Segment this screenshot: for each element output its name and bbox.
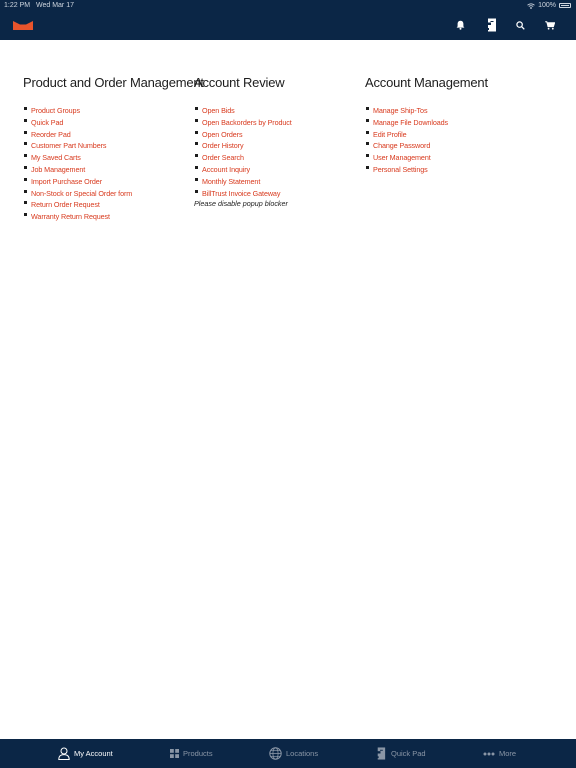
search-button[interactable] bbox=[509, 14, 531, 36]
section-account-review bbox=[194, 75, 292, 210]
bullet-icon bbox=[24, 190, 27, 193]
more-dots-icon bbox=[483, 752, 495, 756]
list-item bbox=[194, 103, 292, 115]
link-product-groups[interactable]: Product Groups bbox=[31, 106, 80, 115]
search-icon bbox=[516, 21, 525, 30]
tab-label: Quick Pad bbox=[391, 749, 426, 758]
link-order-history[interactable]: Order History bbox=[202, 141, 244, 151]
bullet-icon bbox=[366, 154, 369, 157]
list-item bbox=[194, 115, 292, 127]
list-item bbox=[23, 186, 204, 198]
bell-icon bbox=[456, 20, 465, 30]
link-list bbox=[365, 103, 488, 174]
bullet-icon bbox=[24, 107, 27, 110]
section-title: Product and Order Management bbox=[23, 75, 204, 90]
list-item bbox=[194, 186, 292, 198]
bullet-icon bbox=[195, 154, 198, 157]
link-warranty-return-request[interactable]: Warranty Return Request bbox=[31, 212, 110, 222]
tab-products[interactable] bbox=[170, 739, 213, 768]
list-item bbox=[23, 174, 204, 186]
list-item bbox=[23, 209, 204, 221]
list-item bbox=[365, 115, 488, 127]
list-item bbox=[365, 138, 488, 150]
link-manage-ship-tos[interactable]: Manage Ship-Tos bbox=[373, 106, 428, 115]
section-account-management bbox=[365, 75, 488, 174]
quick-pad-button[interactable] bbox=[480, 14, 502, 36]
battery-percent: 100% bbox=[538, 2, 556, 9]
brand-logo[interactable] bbox=[13, 21, 33, 30]
bullet-icon bbox=[24, 213, 27, 216]
wifi-icon bbox=[527, 3, 535, 9]
battery-fill bbox=[561, 5, 569, 6]
list-item bbox=[194, 150, 292, 162]
list-item bbox=[23, 150, 204, 162]
link-manage-file-downloads[interactable]: Manage File Downloads bbox=[373, 117, 449, 127]
bullet-icon bbox=[195, 166, 198, 169]
list-item bbox=[365, 150, 488, 162]
section-title: Account Review bbox=[194, 75, 285, 90]
bullet-icon bbox=[195, 142, 198, 145]
list-item bbox=[194, 127, 292, 139]
bullet-icon bbox=[195, 107, 198, 110]
link-list bbox=[194, 103, 292, 197]
notifications-button[interactable] bbox=[449, 14, 471, 36]
status-time: 1:22 PM bbox=[4, 2, 31, 9]
grid-icon bbox=[170, 749, 179, 758]
link-billtrust-invoice-gateway[interactable]: BillTrust Invoice Gateway bbox=[202, 188, 281, 198]
tab-more[interactable] bbox=[483, 739, 516, 768]
list-item bbox=[194, 138, 292, 150]
link-return-order-request[interactable]: Return Order Request bbox=[31, 200, 100, 210]
account-menu-content bbox=[0, 40, 576, 739]
bullet-icon bbox=[366, 166, 369, 169]
globe-icon bbox=[269, 747, 282, 760]
status-bar bbox=[0, 0, 576, 11]
list-item bbox=[194, 162, 292, 174]
bullet-icon bbox=[24, 119, 27, 122]
section-product-order-management bbox=[23, 75, 204, 221]
bullet-icon bbox=[24, 201, 27, 204]
bullet-icon bbox=[195, 131, 198, 134]
list-item bbox=[23, 103, 204, 115]
list-item bbox=[23, 115, 204, 127]
tab-label: My Account bbox=[74, 749, 113, 758]
bullet-icon bbox=[195, 178, 198, 181]
link-job-management[interactable]: Job Management bbox=[31, 164, 86, 174]
link-my-saved-carts[interactable]: My Saved Carts bbox=[31, 153, 81, 163]
bullet-icon bbox=[24, 131, 27, 134]
link-non-stock-special-order[interactable]: Non-Stock or Special Order form bbox=[31, 188, 133, 198]
bullet-icon bbox=[366, 142, 369, 145]
link-quick-pad[interactable]: Quick Pad bbox=[31, 117, 64, 127]
quick-pad-icon bbox=[374, 747, 387, 760]
bullet-icon bbox=[24, 142, 27, 145]
tab-my-account[interactable] bbox=[58, 739, 113, 768]
list-item bbox=[23, 138, 204, 150]
list-item bbox=[23, 127, 204, 139]
bottom-tab-bar bbox=[0, 739, 576, 768]
list-item bbox=[23, 197, 204, 209]
bullet-icon bbox=[195, 190, 198, 193]
quick-pad-icon bbox=[484, 18, 498, 32]
cart-button[interactable] bbox=[539, 14, 561, 36]
bullet-icon bbox=[24, 166, 27, 169]
link-user-management[interactable]: User Management bbox=[373, 153, 431, 163]
popup-blocker-note: Please disable popup blocker bbox=[194, 199, 288, 209]
tab-label: Products bbox=[183, 749, 213, 758]
battery-icon bbox=[559, 3, 571, 8]
bullet-icon bbox=[366, 131, 369, 134]
link-list bbox=[23, 103, 204, 221]
bullet-icon bbox=[366, 119, 369, 122]
status-right bbox=[527, 0, 571, 11]
link-reorder-pad[interactable]: Reorder Pad bbox=[31, 129, 71, 139]
link-account-inquiry[interactable]: Account Inquiry bbox=[202, 164, 251, 174]
tab-label: More bbox=[499, 749, 517, 758]
link-customer-part-numbers[interactable]: Customer Part Numbers bbox=[31, 141, 107, 151]
status-date: Wed Mar 17 bbox=[36, 2, 74, 9]
bullet-icon bbox=[195, 119, 198, 122]
bullet-icon bbox=[24, 154, 27, 157]
bullet-icon bbox=[366, 107, 369, 110]
link-edit-profile[interactable]: Edit Profile bbox=[373, 129, 407, 139]
link-change-password[interactable]: Change Password bbox=[373, 141, 431, 151]
list-item bbox=[365, 162, 488, 174]
section-title: Account Management bbox=[365, 75, 488, 90]
list-item bbox=[23, 162, 204, 174]
tab-locations[interactable] bbox=[269, 739, 318, 768]
link-import-purchase-order[interactable]: Import Purchase Order bbox=[31, 176, 103, 186]
link-monthly-statement[interactable]: Monthly Statement bbox=[202, 176, 261, 186]
link-order-search[interactable]: Order Search bbox=[202, 153, 244, 163]
cart-icon bbox=[545, 21, 555, 30]
list-item bbox=[365, 103, 488, 115]
user-icon bbox=[58, 747, 70, 760]
bullet-icon bbox=[24, 178, 27, 181]
tab-quick-pad[interactable] bbox=[374, 739, 426, 768]
link-open-bids[interactable]: Open Bids bbox=[202, 106, 235, 115]
list-item bbox=[365, 127, 488, 139]
tab-label: Locations bbox=[286, 749, 319, 758]
link-open-orders[interactable]: Open Orders bbox=[202, 129, 243, 139]
link-personal-settings[interactable]: Personal Settings bbox=[373, 164, 428, 174]
list-item bbox=[194, 174, 292, 186]
top-header bbox=[0, 0, 576, 40]
link-open-backorders-by-product[interactable]: Open Backorders by Product bbox=[202, 117, 292, 127]
